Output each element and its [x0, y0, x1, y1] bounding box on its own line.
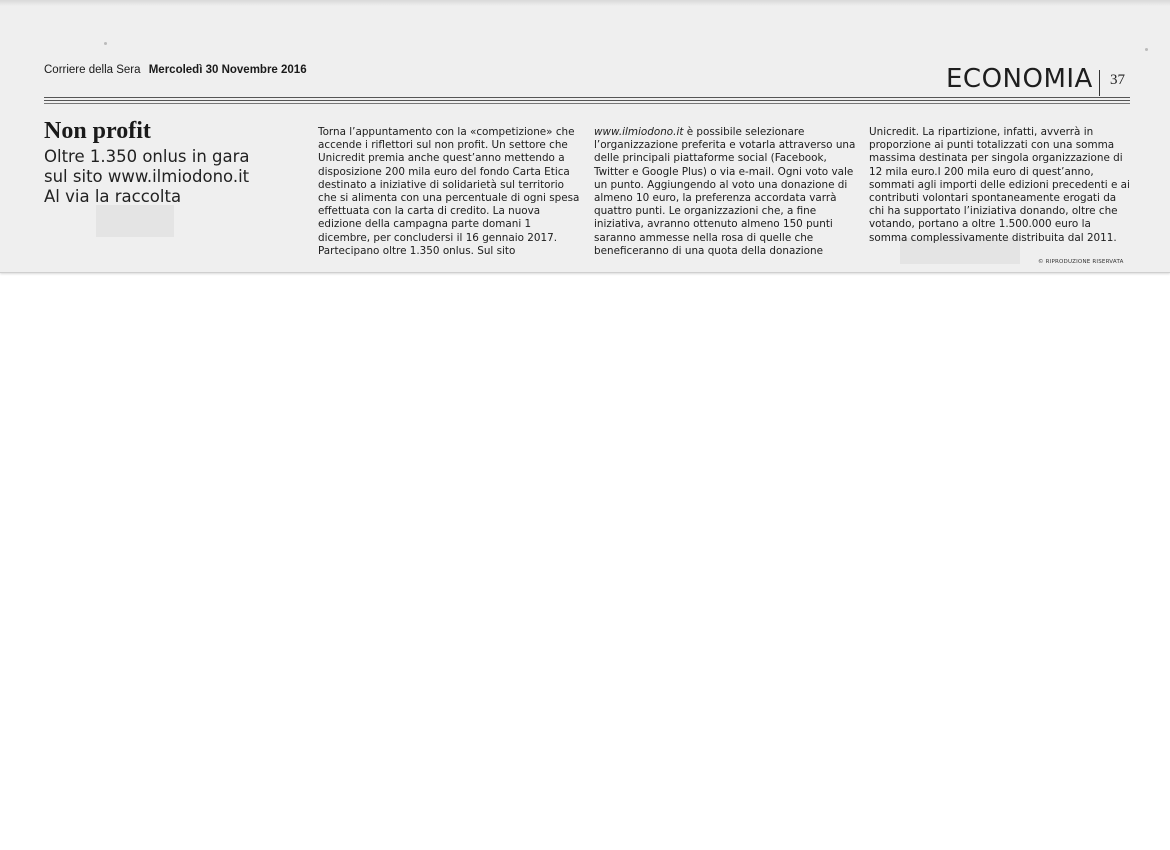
header-rule — [44, 100, 1130, 101]
column-paragraph — [594, 126, 856, 258]
column-text: Torna l’appuntamento con la «competizione» che accende i riflettori sul non profit. Un settore che Unicredit premia anche quest’anno mettendo a disposizione 200 mila euro del fondo Carta Etica destinato a iniziative di solidarietà sul territorio che si alimenta con una percentuale di ogni spesa effettuata con la carta di credito. La nuova edizione della campagna parte domani 1 dicembre, per concludersi il 16 gennaio 2017. Partecipano oltre 1.350 onlus. Sul sito — [318, 126, 580, 257]
page-number: 37 — [1110, 72, 1125, 88]
article-column-2 — [594, 126, 856, 258]
article-subhead — [44, 147, 294, 207]
copyright-notice: © RIPRODUZIONE RISERVATA — [1038, 259, 1124, 265]
column-text: è possibile selezionare l’organizzazione preferita e votarla attraverso una delle principali piattaforme social (Facebook, Twitter e Google Plus) o via e-mail. Ogni voto vale un punto. Aggiungendo al voto una donazione di almeno 10 euro, la preferenza accordata varrà quattro punti. Le organizzazioni che, a fine iniziativa, avranno ottenuto almeno 150 punti saranno ammesse nella rosa di quelle che beneficeranno di una quota della donazione — [594, 126, 856, 257]
header-rule — [44, 97, 1130, 98]
site-url: www.ilmiodono.it — [594, 126, 684, 138]
masthead-dateline — [44, 64, 307, 76]
column-text: Unicredit. La ripartizione, infatti, avverrà in proporzione ai punti totalizzati con una somma massima destinata per singola organizzazione di 12 mila euro.I 200 mila euro di quest’anno, sommati agli importi delle edizioni precedenti e ai contributi volontari spontaneamente erogati da chi ha supportato l’iniziativa donando, oltre che votando, portano a oltre 1.500.000 euro la somma complessivamente distribuita dal 2011. — [869, 126, 1130, 244]
issue-date: Mercoledì 30 Novembre 2016 — [148, 64, 307, 76]
subhead-line: Oltre 1.350 onlus in gara — [44, 147, 250, 166]
subhead-line: sul sito www.ilmiodono.it — [44, 167, 250, 186]
paper-speck — [1145, 48, 1148, 51]
header-rule — [44, 103, 1130, 104]
section-divider — [1099, 70, 1100, 96]
paper-speck — [104, 42, 107, 45]
bleed-through-mark — [96, 205, 174, 237]
newspaper-name: Corriere della Sera — [44, 64, 141, 76]
article-headline: Non profit — [44, 118, 151, 144]
section-title: ECONOMIA — [946, 64, 1093, 94]
article-column-3 — [869, 126, 1131, 245]
newspaper-clipping — [0, 0, 1170, 273]
subhead-line: Al via la raccolta — [44, 187, 182, 206]
article-column-1 — [318, 126, 580, 258]
